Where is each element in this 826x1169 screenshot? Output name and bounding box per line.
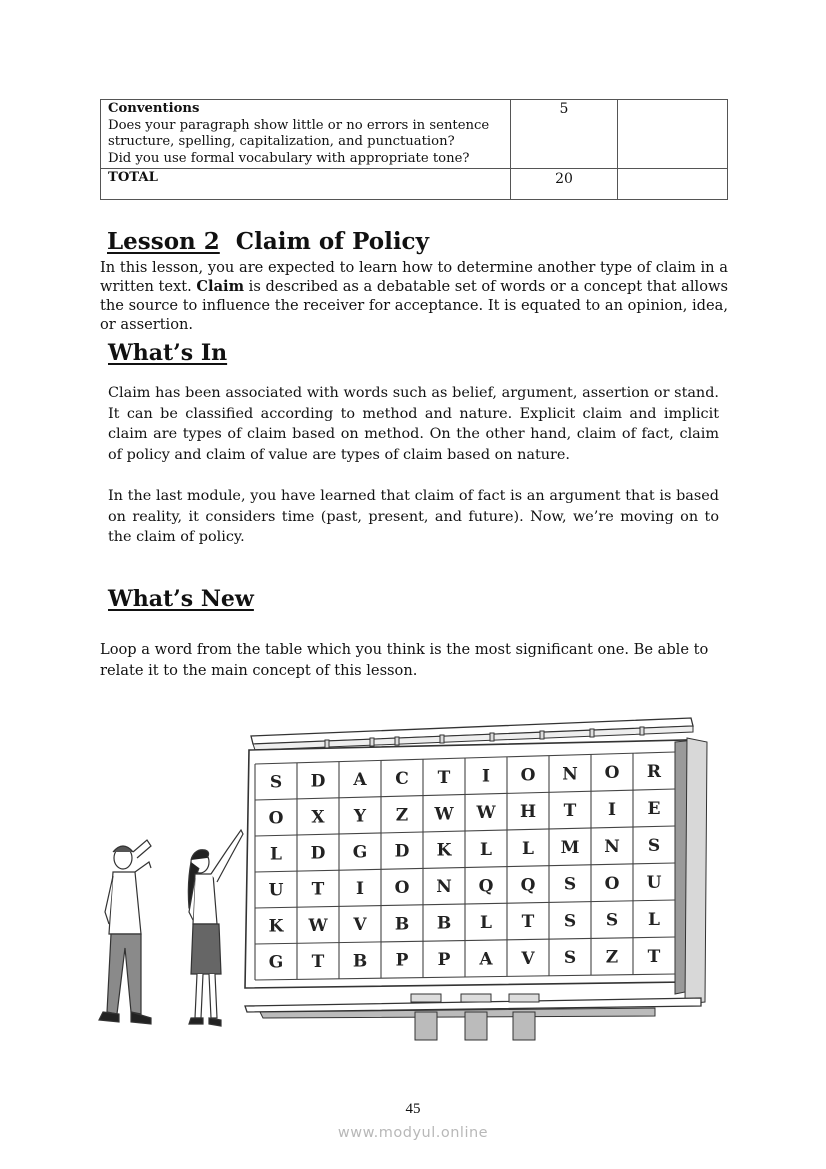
rubric-total-points: 20 — [511, 169, 618, 200]
rubric-table — [100, 99, 728, 200]
whats-new-heading: What’s New — [108, 586, 254, 612]
grid-letter[interactable]: A — [353, 770, 367, 791]
grid-letter[interactable]: Z — [605, 947, 619, 968]
whats-new-instruction-1: Loop a word from the table which you think is the most significant one. Be able to — [100, 641, 709, 658]
grid-letter[interactable]: U — [268, 880, 284, 901]
grid-letter[interactable]: O — [604, 873, 620, 894]
man-figure — [99, 840, 151, 1024]
grid-letter[interactable]: N — [562, 764, 578, 785]
grid-letter[interactable]: O — [604, 763, 620, 784]
rubric-total-label: TOTAL — [101, 169, 511, 200]
criterion-line: structure, spelling, capitalization, and punctuation? — [108, 134, 455, 149]
billboard-illustration — [95, 712, 715, 1042]
grid-letter[interactable]: Q — [520, 875, 536, 896]
grid-letter[interactable]: D — [310, 771, 326, 792]
grid-letter[interactable]: T — [311, 879, 325, 900]
grid-letter[interactable]: N — [604, 836, 620, 857]
lesson-label: Lesson 2 — [107, 228, 220, 255]
whats-in-heading: What’s In — [108, 340, 228, 366]
grid-letter[interactable]: V — [353, 915, 367, 936]
grid-letter[interactable]: I — [608, 800, 616, 821]
grid-letter[interactable]: E — [647, 799, 661, 820]
grid-letter[interactable]: P — [437, 950, 451, 971]
grid-letter[interactable]: P — [395, 950, 409, 971]
grid-letter[interactable]: S — [647, 835, 661, 856]
grid-letter[interactable]: L — [648, 909, 660, 930]
watermark: www.modyul.online — [337, 1125, 489, 1141]
grid-letter[interactable]: T — [521, 912, 535, 933]
grid-letter[interactable]: Z — [395, 805, 409, 826]
rubric-total-score — [618, 169, 728, 200]
intro-bold-term: Claim — [196, 278, 245, 295]
grid-letter[interactable]: S — [563, 911, 577, 932]
grid-letter[interactable]: C — [395, 768, 409, 789]
whats-in-paragraph-1: Claim has been associated with words such as belief, argument, assertion or stand. It can be classified according to method and nature. Explicit claim and implicit claim are types of claim based on method. On the other hand, claim of fact, claim of policy and claim of value are types of claim based on nature. — [108, 385, 719, 463]
grid-letter[interactable]: G — [352, 842, 368, 863]
grid-letter[interactable]: L — [522, 838, 534, 859]
criterion-line: Does your paragraph show little or no errors in sentence — [108, 117, 490, 133]
grid-letter[interactable]: K — [268, 916, 284, 937]
grid-letter[interactable]: B — [352, 951, 368, 972]
grid-letter[interactable]: S — [563, 948, 577, 969]
criterion-title: Conventions — [108, 101, 200, 116]
rubric-criterion-cell — [101, 100, 511, 169]
grid-letter[interactable]: Y — [353, 806, 367, 827]
grid-letter[interactable]: B — [394, 914, 410, 935]
grid-letter[interactable]: A — [479, 949, 493, 970]
grid-letter[interactable]: L — [480, 839, 492, 860]
grid-letter[interactable]: O — [394, 878, 410, 899]
table-row — [101, 169, 728, 200]
grid-letter[interactable]: H — [519, 802, 537, 823]
whats-new-instruction-2: relate it to the main concept of this lesson. — [100, 662, 418, 679]
grid-letter[interactable]: I — [482, 766, 490, 787]
grid-letter[interactable]: G — [268, 952, 284, 973]
whats-in-paragraph-2: In the last module, you have learned that claim of fact is an argument that is based on reality, it considers time (past, present, and future). Now, we’re moving on to the claim of policy. — [108, 488, 719, 545]
grid-letter[interactable]: D — [310, 843, 326, 864]
criterion-line: Did you use formal vocabulary with appropriate tone? — [108, 150, 470, 166]
intro-text: In this lesson, you are expected to learn how to determine another type of claim in a written text. — [100, 259, 728, 295]
grid-letter[interactable]: R — [646, 762, 662, 783]
grid-letter[interactable]: L — [270, 844, 282, 865]
grid-letter[interactable]: M — [560, 837, 580, 858]
grid-letter[interactable]: S — [605, 910, 619, 931]
grid-letter[interactable]: W — [434, 804, 454, 825]
grid-letter[interactable]: Q — [478, 876, 494, 897]
table-row — [101, 100, 728, 169]
grid-letter[interactable]: T — [563, 801, 577, 822]
grid-letter[interactable]: S — [269, 772, 283, 793]
grid-letter[interactable]: T — [647, 946, 661, 967]
grid-letter[interactable]: T — [311, 952, 325, 973]
grid-letter[interactable]: O — [268, 808, 284, 829]
lesson-name: Claim of Policy — [235, 228, 429, 255]
grid-letter[interactable]: W — [476, 803, 496, 824]
grid-letter[interactable]: U — [646, 872, 662, 893]
grid-letter[interactable]: B — [436, 913, 452, 934]
grid-letter[interactable]: I — [356, 878, 364, 899]
grid-letter[interactable]: W — [308, 915, 328, 936]
grid-letter[interactable]: L — [480, 912, 492, 933]
lesson-intro — [100, 258, 728, 334]
woman-figure — [188, 830, 243, 1026]
rubric-points-cell: 5 — [511, 100, 618, 169]
grid-letter[interactable]: N — [436, 877, 452, 898]
lesson-title — [107, 228, 429, 255]
grid-letter[interactable]: O — [520, 765, 536, 786]
grid-letter[interactable]: S — [563, 874, 577, 895]
page-number: 45 — [405, 1101, 421, 1117]
grid-letter[interactable]: X — [311, 807, 325, 828]
intro-text: is described as a debatable set of words or a concept that allows the source to influence the receiver for acceptance. It is equated to an opinion, idea, or assertion. — [100, 278, 728, 333]
grid-letter[interactable]: T — [437, 767, 451, 788]
grid-letter[interactable]: D — [394, 841, 410, 862]
rubric-score-cell — [618, 100, 728, 169]
grid-letter[interactable]: K — [436, 840, 452, 861]
grid-letter[interactable]: V — [521, 948, 535, 969]
